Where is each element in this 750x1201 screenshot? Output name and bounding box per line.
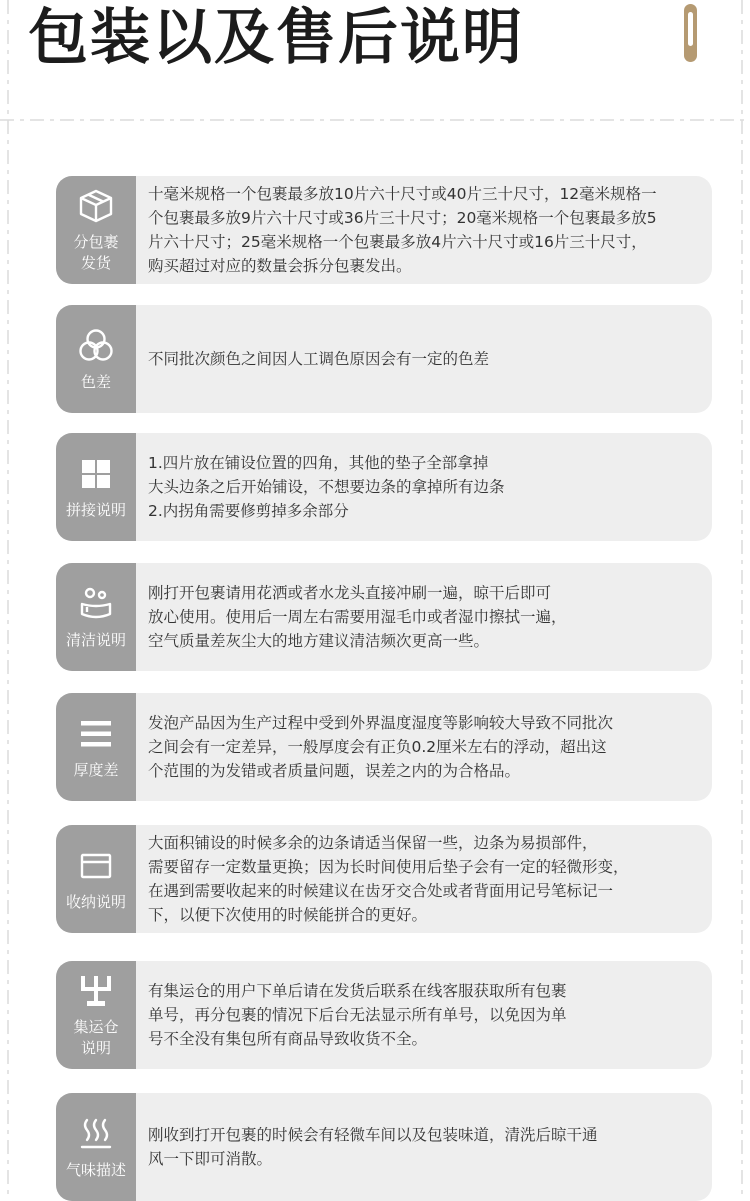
card-text: 1.四片放在铺设位置的四角，其他的垫子全部拿掉 大头边条之后开始铺设，不想要边条的拿掉所有边条 2.内拐角需要修剪掉多余部分 — [148, 454, 505, 520]
info-card-clean — [56, 563, 712, 671]
card-label: 收纳说明 — [65, 892, 126, 911]
info-card-thickness — [56, 693, 712, 801]
layers-icon — [76, 714, 116, 754]
card-text: 刚收到打开包裹的时候会有轻微车间以及包装味道，清洗后晾干通 风一下即可消散。 — [148, 1126, 598, 1168]
box-icon — [76, 186, 116, 226]
cleaning-icon — [76, 584, 116, 624]
info-card-odor — [56, 1093, 712, 1201]
card-label: 色差 — [80, 372, 111, 391]
card-side — [56, 433, 136, 541]
puzzle-edge-top — [0, 112, 750, 128]
card-side — [56, 1093, 136, 1201]
card-text: 大面积铺设的时候多余的边条请适当保留一些，边条为易损部件， 需要留存一定数量更换；因为长时间使用后垫子会有一定的轻微形变， 在遇到需要收起来的时候建议在齿牙交合处或者背面用记号笔标记一 下，以便下次使用的时候能拼合的更好。 — [148, 834, 629, 924]
info-card-color — [56, 305, 712, 413]
info-card-storage — [56, 825, 712, 933]
card-label: 厚度差 — [73, 760, 119, 779]
card-side — [56, 825, 136, 933]
info-card-package — [56, 176, 712, 284]
accent-pill — [684, 4, 697, 62]
card-text: 刚打开包裹请用花洒或者水龙头直接冲刷一遍，晾干后即可 放心使用。使用后一周左右需要用湿毛巾或者湿巾擦拭一遍， 空气质量差灰尘大的地方建议清洁频次更高一些。 — [148, 584, 567, 650]
card-side — [56, 563, 136, 671]
puzzle-edge-left — [0, 0, 16, 1200]
info-card-splice — [56, 433, 712, 541]
card-side — [56, 961, 136, 1069]
card-text: 不同批次颜色之间因人工调色原因会有一定的色差 — [148, 350, 490, 368]
puzzle-edge-right — [734, 0, 750, 1200]
card-text: 十毫米规格一个包裹最多放10片六十尺寸或40片三十尺寸，12毫米规格一 个包裹最多放9片六十尺寸或36片三十尺寸；20毫米规格一个包裹最多放5 片六十尺寸；25毫米规格一个包裹最多放4片六十尺寸或16片三十尺寸， 购买超过对应的数量会拆分包裹发出。 — [148, 185, 657, 275]
card-label: 分包裹 发货 — [73, 233, 119, 272]
tiles-icon — [76, 454, 116, 494]
warehouse-icon — [76, 971, 116, 1011]
color-circles-icon — [76, 326, 116, 366]
card-label: 集运仓 说明 — [73, 1018, 119, 1057]
storage-box-icon — [76, 846, 116, 886]
card-side — [56, 176, 136, 284]
odor-icon — [76, 1114, 116, 1154]
card-side — [56, 305, 136, 413]
card-label: 清洁说明 — [65, 630, 126, 649]
card-side — [56, 693, 136, 801]
card-text: 有集运仓的用户下单后请在发货后联系在线客服获取所有包裹 单号，再分包裹的情况下后台无法显示所有单号，以免因为单 号不全没有集包所有商品导致收货不全。 — [148, 982, 567, 1048]
card-text: 发泡产品因为生产过程中受到外界温度湿度等影响较大导致不同批次 之间会有一定差异，一般厚度会有正负0.2厘米左右的浮动，超出这 个范围的为发错或者质量问题，误差之内的为合格品。 — [148, 714, 614, 780]
card-label: 气味描述 — [65, 1160, 126, 1179]
page-title: 包装以及售后说明 — [28, 3, 524, 73]
card-label: 拼接说明 — [65, 500, 126, 519]
info-card-warehouse — [56, 961, 712, 1069]
